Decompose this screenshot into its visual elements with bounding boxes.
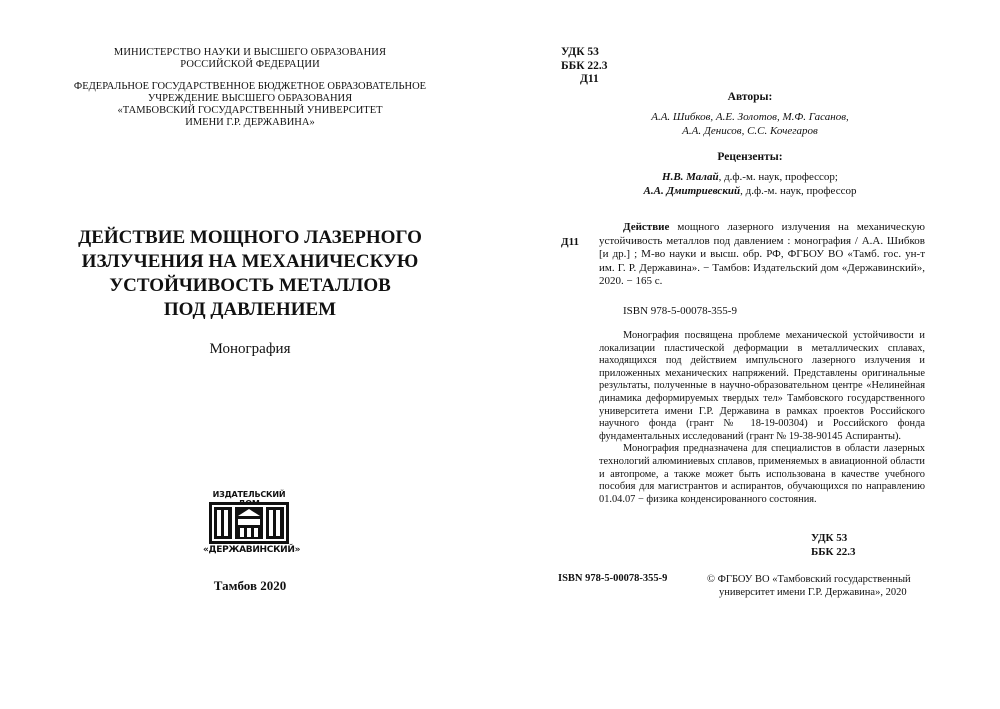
abstract-paragraph: Монография посвящена проблеме механической устойчивости и локализации пластической деформации в металлических сплавах, находящихся под действием импульсного лазерного излучения и приложенных механических напряжений. Представлены оригинальные результаты, полученные в научно-образовательном центре «Нелинейная динамика деформируемых твердых тел» Тамбовского государственного университета имени Г.Р. Державина в рамках проектов Российского научного фонда (грант № 18-19-00304) и Российского фонда фундаментальных исследований (грант № 19-38-90145 Аспиранты). <box>599 330 925 442</box>
reviewer-info: , д.ф.-м. наук, профессор <box>740 185 857 197</box>
title-line: УСТОЙЧИВОСТЬ МЕТАЛЛОВ <box>109 275 391 296</box>
university-line: «ТАМБОВСКИЙ ГОСУДАРСТВЕННЫЙ УНИВЕРСИТЕТ <box>117 105 383 116</box>
classification-codes-bottom <box>811 532 856 559</box>
biblio-lead: Действие <box>623 221 670 233</box>
biblio-text: мощного лазерного излучения на механическую устойчивость металлов под давлением : монография / А.А. Шибков [и др.] ; М-во науки и высш. обр. РФ, ФГБОУ ВО «Тамб. гос. ун-т им. Г. Р. Державина». − Тамбов: Издательский дом «Державинский», 2020. − 165 с. <box>599 221 925 288</box>
authors-line: А.А. Шибков, А.Е. Золотов, М.Ф. Гасанов, <box>651 111 849 123</box>
university-header <box>40 81 460 129</box>
copyright <box>707 573 937 599</box>
reviewer-name: Н.В. Малай <box>662 171 719 183</box>
authors-list <box>590 110 910 138</box>
reviewer-info: , д.ф.-м. наук, профессор; <box>718 171 838 183</box>
isbn-bottom: ISBN 978-5-00078-355-9 <box>558 573 668 584</box>
city-year: Тамбов 2020 <box>213 578 287 593</box>
book-genre: Монография <box>209 341 291 357</box>
ministry-line: РОССИЙСКОЙ ФЕДЕРАЦИИ <box>180 59 320 70</box>
university-line: ФЕДЕРАЛЬНОЕ ГОСУДАРСТВЕННОЕ БЮДЖЕТНОЕ ОБРАЗОВАТЕЛЬНОЕ <box>73 81 427 92</box>
title-line: ПОД ДАВЛЕНИЕМ <box>163 299 337 320</box>
bbk-code-bottom: ББК 22.3 <box>811 545 856 558</box>
author-sign-code: Д11 <box>580 73 599 85</box>
reviewer-name: А.А. Дмитриевский <box>643 185 741 197</box>
university-line: УЧРЕЖДЕНИЕ ВЫСШЕГО ОБРАЗОВАНИЯ <box>147 93 353 104</box>
university-line: ИМЕНИ Г.Р. ДЕРЖАВИНА» <box>185 117 315 128</box>
classification-codes <box>561 46 608 87</box>
ministry-header <box>60 47 440 71</box>
book-title <box>70 226 430 322</box>
building-icon <box>209 502 289 544</box>
title-line: ДЕЙСТВИЕ МОЩНОГО ЛАЗЕРНОГО <box>78 227 422 248</box>
authors-heading: Авторы: <box>727 91 773 103</box>
isbn: ISBN 978-5-00078-355-9 <box>623 305 737 317</box>
reviewer-entry <box>580 184 920 198</box>
bibliographic-record <box>599 221 925 289</box>
margin-code: Д11 <box>561 236 579 248</box>
copyright-line: © ФГБОУ ВО «Тамбовский государственный <box>707 574 911 585</box>
reviewers-heading: Рецензенты: <box>717 151 783 163</box>
publisher-logo <box>203 490 301 562</box>
authors-line: А.А. Денисов, С.С. Кочегаров <box>682 125 818 137</box>
logo-top-text: ИЗДАТЕЛЬСКИЙ <box>212 490 286 499</box>
logo-bottom-text: «ДЕРЖАВИНСКИЙ» <box>203 545 301 555</box>
imprint-page <box>500 0 1000 709</box>
reviewer-entry <box>580 170 920 184</box>
abstract <box>599 330 925 506</box>
title-line: ИЗЛУЧЕНИЯ НА МЕХАНИЧЕСКУЮ <box>81 251 419 272</box>
reviewers-list <box>580 170 920 198</box>
udk-code: УДК 53 <box>561 46 599 58</box>
bbk-code: ББК 22.3 <box>561 59 608 72</box>
ministry-line: МИНИСТЕРСТВО НАУКИ И ВЫСШЕГО ОБРАЗОВАНИЯ <box>113 47 387 58</box>
abstract-paragraph: Монография предназначена для специалистов в области лазерных технологий алюминиевых сплавов, применяемых в авиационной области и автопроме, а также может быть использована в качестве учебного пособия для магистрантов и аспирантов, обучающихся по направлению 01.04.07 − физика конденсированного состояния. <box>599 443 925 505</box>
copyright-line: университет имени Г.Р. Державина», 2020 <box>719 587 907 598</box>
udk-code-bottom: УДК 53 <box>811 532 848 544</box>
